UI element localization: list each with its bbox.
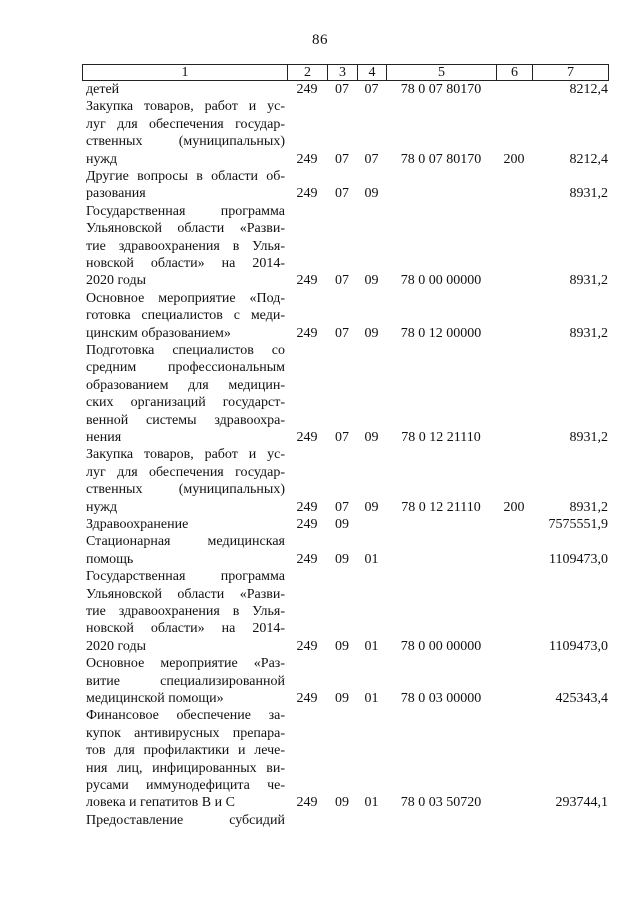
description-line: ских организаций государст-	[86, 395, 285, 411]
column-header-1: 1	[83, 65, 288, 81]
cell-subsection-code	[357, 812, 386, 829]
cell-ministry-code: 249	[296, 499, 318, 515]
cell-section-code: 07	[335, 429, 349, 445]
cell-expense-type-code	[496, 794, 532, 811]
cell-amount: 1109473,0	[549, 638, 608, 654]
cell-ministry-code: 249	[296, 516, 318, 532]
cell-section-code: 09	[335, 551, 349, 567]
table-row	[0, 168, 640, 203]
row-description	[86, 707, 285, 811]
description-line: купок антивирусных препара-	[86, 725, 285, 741]
description-line: Ульяновской области «Разви-	[86, 586, 285, 602]
cell-ministry-code: 249	[296, 795, 318, 811]
cell-expense-type-code	[496, 690, 532, 707]
description-line: тие здравоохранения в Улья-	[86, 238, 285, 254]
cell-expense-type-code	[496, 551, 532, 568]
description-line: Подготовка специалистов со	[86, 342, 285, 358]
row-description	[86, 342, 285, 446]
description-line: ловека и гепатитов В и С	[86, 795, 235, 811]
table-row	[0, 707, 640, 811]
table-row	[0, 568, 640, 655]
cell-target-article-code: 78 0 07 80170	[400, 151, 482, 167]
description-line: детей	[86, 82, 120, 97]
table-row	[0, 446, 640, 516]
cell-expense-type-code	[496, 185, 532, 202]
cell-subsection-code	[357, 516, 386, 533]
description-line: Другие вопросы в области об-	[86, 168, 285, 184]
cell-subsection-code: 09	[364, 499, 379, 515]
cell-amount: 293744,1	[555, 795, 608, 811]
description-line: Основное мероприятие «Раз-	[86, 656, 285, 672]
description-line: венной системы здравоохра-	[86, 412, 285, 428]
description-line: тие здравоохранения в Улья-	[86, 603, 285, 619]
cell-expense-type-code: 200	[503, 151, 525, 167]
description-line: новской области» на 2014-	[86, 255, 285, 271]
cell-section-code: 07	[335, 499, 349, 515]
row-description	[86, 655, 285, 707]
cell-target-article-code: 78 0 12 21110	[401, 429, 481, 445]
description-line: Здравоохранение	[86, 516, 189, 532]
cell-amount: 8931,2	[569, 499, 608, 515]
description-line: Ульяновской области «Разви-	[86, 221, 285, 237]
cell-expense-type-code	[496, 429, 532, 446]
cell-subsection-code: 01	[364, 551, 379, 567]
description-line: ственных (муниципальных)	[86, 134, 285, 150]
cell-target-article-code: 78 0 12 00000	[400, 325, 482, 341]
description-line: новской области» на 2014-	[86, 621, 285, 637]
column-header-5: 5	[387, 65, 497, 81]
cell-ministry-code: 249	[296, 273, 318, 289]
description-line: цинским образованием»	[86, 325, 231, 341]
description-line: русами иммунодефицита че-	[86, 777, 285, 793]
cell-section-code: 07	[335, 273, 349, 289]
cell-section-code: 09	[335, 690, 349, 706]
cell-ministry-code: 249	[296, 638, 318, 654]
cell-section-code: 07	[335, 325, 349, 341]
row-description	[86, 290, 285, 342]
cell-amount: 8212,4	[569, 151, 608, 167]
column-header-7: 7	[533, 65, 609, 81]
table-row	[0, 342, 640, 446]
cell-target-article-code	[386, 812, 496, 829]
cell-section-code: 09	[335, 795, 349, 811]
column-header-row	[83, 65, 609, 81]
description-line: Основное мероприятие «Под-	[86, 290, 285, 306]
cell-amount: 8931,2	[569, 429, 608, 445]
cell-ministry-code: 249	[296, 82, 318, 97]
cell-section-code	[327, 812, 357, 829]
cell-section-code: 07	[335, 82, 349, 97]
cell-section-code: 09	[335, 638, 349, 654]
cell-amount: 1109473,0	[549, 551, 608, 567]
cell-target-article-code: 78 0 12 21110	[401, 499, 481, 515]
cell-expense-type-code	[496, 516, 532, 533]
cell-ministry-code	[287, 812, 327, 829]
cell-expense-type-code	[496, 272, 532, 289]
cell-section-code: 09	[335, 516, 349, 532]
description-line: нужд	[86, 499, 118, 515]
cell-amount: 425343,4	[555, 690, 608, 706]
column-header-table	[82, 64, 609, 81]
table-row	[0, 516, 640, 533]
cell-target-article-code: 78 0 03 50720	[400, 795, 482, 811]
description-line: Государственная программа	[86, 203, 285, 219]
description-line: 2020 годы	[86, 273, 147, 289]
row-description	[86, 81, 285, 98]
cell-amount: 8931,2	[569, 325, 608, 341]
table-row	[0, 533, 640, 568]
page-number: 86	[312, 32, 328, 48]
cell-target-article-code: 78 0 00 00000	[400, 638, 482, 654]
column-header-2: 2	[288, 65, 328, 81]
cell-expense-type-code	[496, 812, 532, 829]
column-header-4: 4	[358, 65, 387, 81]
cell-ministry-code: 249	[296, 186, 318, 202]
description-line: 2020 годы	[86, 638, 147, 654]
cell-ministry-code: 249	[296, 325, 318, 341]
table-row	[0, 655, 640, 707]
description-line: Предоставление субсидий	[86, 812, 285, 828]
cell-expense-type-code	[496, 81, 532, 98]
description-line: готовка специалистов с меди-	[86, 308, 285, 324]
cell-ministry-code: 249	[296, 151, 318, 167]
description-line: Стационарная медицинская	[86, 534, 285, 550]
cell-ministry-code: 249	[296, 429, 318, 445]
description-line: ния лиц, инфицированных ви-	[86, 760, 285, 776]
cell-ministry-code: 249	[296, 551, 318, 567]
description-line: Финансовое обеспечение за-	[86, 708, 285, 724]
cell-subsection-code: 01	[364, 795, 379, 811]
description-line: образованием для медицин-	[86, 377, 285, 393]
cell-subsection-code: 09	[364, 429, 379, 445]
cell-subsection-code: 09	[364, 325, 379, 341]
row-description	[86, 568, 285, 655]
description-line: витие специализированной	[86, 673, 285, 689]
cell-amount: 7575551,9	[548, 516, 608, 532]
table-row	[0, 81, 640, 98]
column-header-6: 6	[497, 65, 533, 81]
cell-subsection-code: 09	[364, 273, 379, 289]
description-line: луг для обеспечения государ-	[86, 116, 285, 132]
row-description	[86, 203, 285, 290]
cell-section-code: 07	[335, 151, 349, 167]
description-line: ственных (муниципальных)	[86, 482, 285, 498]
table-row	[0, 812, 640, 829]
row-description	[86, 516, 285, 533]
cell-amount	[532, 812, 608, 829]
cell-target-article-code	[386, 185, 496, 202]
table-row	[0, 203, 640, 290]
table-row	[0, 98, 640, 168]
description-line: Закупка товаров, работ и ус-	[86, 447, 285, 463]
row-description	[86, 168, 285, 203]
row-description	[86, 533, 285, 568]
cell-target-article-code	[386, 551, 496, 568]
cell-subsection-code: 07	[364, 151, 379, 167]
cell-expense-type-code	[496, 325, 532, 342]
row-description	[86, 812, 285, 829]
cell-subsection-code: 01	[364, 638, 379, 654]
description-line: луг для обеспечения государ-	[86, 464, 285, 480]
cell-target-article-code: 78 0 07 80170	[400, 82, 482, 97]
cell-amount: 8212,4	[569, 82, 608, 97]
description-line: тов для профилактики и лече-	[86, 743, 285, 759]
cell-target-article-code: 78 0 00 00000	[400, 273, 482, 289]
description-line: средним профессиональным	[86, 360, 285, 376]
description-line: медицинской помощи»	[86, 690, 224, 706]
column-header-3: 3	[328, 65, 358, 81]
cell-ministry-code: 249	[296, 690, 318, 706]
row-description	[86, 446, 285, 516]
cell-target-article-code	[386, 516, 496, 533]
table-row	[0, 290, 640, 342]
description-line: помощь	[86, 551, 134, 567]
description-line: разования	[86, 186, 146, 202]
cell-subsection-code: 07	[364, 82, 379, 97]
cell-expense-type-code	[496, 638, 532, 655]
cell-subsection-code: 01	[364, 690, 379, 706]
description-line: нения	[86, 429, 122, 445]
cell-target-article-code: 78 0 03 00000	[400, 690, 482, 706]
budget-table-body	[0, 81, 640, 829]
cell-section-code: 07	[335, 186, 349, 202]
cell-amount: 8931,2	[569, 273, 608, 289]
cell-subsection-code: 09	[364, 186, 379, 202]
description-line: нужд	[86, 151, 118, 167]
row-description	[86, 98, 285, 168]
cell-expense-type-code: 200	[503, 499, 525, 515]
cell-amount: 8931,2	[569, 186, 608, 202]
description-line: Закупка товаров, работ и ус-	[86, 99, 285, 115]
description-line: Государственная программа	[86, 569, 285, 585]
